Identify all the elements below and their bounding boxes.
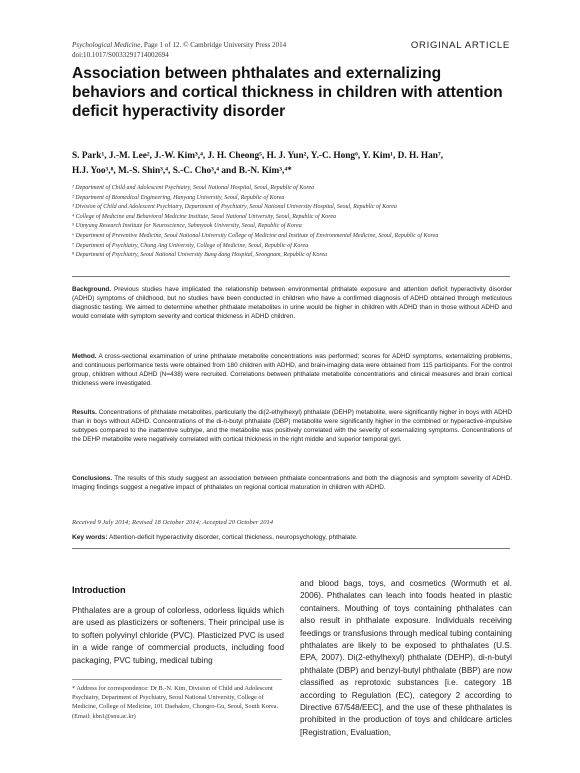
- author-list: [72, 149, 512, 179]
- article-type-label: ORIGINAL ARTICLE: [410, 40, 510, 51]
- keywords-label: Key words:: [72, 534, 108, 541]
- abstract-method: [72, 352, 512, 388]
- footnote-email: (Email: kbn1@snu.ac.kr): [72, 713, 136, 721]
- body-text: Phthalates are a group of colorless, odorless liquids which are used as plasticizers or softeners. Their principal use is to soften polyvinyl chloride (PVC). Plasticized PVC is used in a wide range of commercial products, including food packaging, PVC tubing, medical tubing: [72, 606, 284, 665]
- affiliation: ⁵ Uimyung Research Institute for Neuroscience, Sahmyook University, Seoul, Republic of Korea: [72, 223, 302, 230]
- divider: [72, 548, 510, 549]
- section-label: Conclusions.: [72, 475, 113, 482]
- received-dates: Received 9 July 2014; Revised 18 October 2014; Accepted 20 October 2014: [72, 519, 274, 526]
- affiliation: ⁴ College of Medicine and Behavioral Medicine Institute, Seoul National University, Seoul, Republic of Korea: [72, 213, 336, 220]
- divider: [72, 276, 510, 277]
- section-label: Background.: [72, 286, 112, 293]
- journal-name: Psychological Medicine: [72, 41, 141, 49]
- journal-header: [72, 41, 286, 60]
- affiliation: ⁷ Department of Psychiatry, Chung Ang University, College of Medicine, Seoul, Republic of Korea: [72, 242, 309, 249]
- section-heading: Introduction: [72, 585, 126, 595]
- footnote-text: * Address for correspondence: Dr B.-N. Kim, Division of Child and Adolescent Psychiatry, Department of Psychiatry, Seoul National University, College of Medicine, College of Medicine, 101 Daehakro, Chongro-Gu, Seoul, South Korea.: [72, 685, 279, 710]
- keywords: [72, 534, 358, 541]
- affiliation: ² Department of Biomedical Engineering, Hanyang University, Seoul, Republic of Korea: [72, 194, 285, 201]
- author-line: S. Park¹, J.-M. Lee², J.-W. Kim³,⁴, J. H. Cheong⁵, H. J. Yun², Y.-C. Hong⁶, Y. Kim¹, D. H. Han⁷,: [72, 151, 444, 161]
- section-text: The results of this study suggest an association between phthalate concentrations and both the diagnosis and symptom severity of ADHD. Imaging findings suggest a negative impact of phthalates on regional cortical maturation in children with ADHD.: [72, 475, 512, 492]
- section-label: Results.: [72, 409, 97, 416]
- body-text: and blood bags, toys, and cosmetics (Wormuth et al. 2006). Phthalates can leach into foods heated in plastic containers. Mouthing of toys containing phthalates can also result in phthalate exposure. Individuals receiving feedings or transfusions through medical tubing containing phthalates are likely to be exposed to phthalates (U.S. EPA, 2007). Di(2-ethylhexyl) phthalate (DEHP), di-n-butyl phthalate (DBP) and benzyl-butyl phthalate (BBP) are now classified as reprotoxic substances [i.e. category 1B according to Regulation (EC), category 2 according to Directive 67/548/EEC], and the use of these phthalates is prohibited in the production of toys and childcare articles [Registration, Evaluation,: [300, 579, 512, 737]
- abstract-results: [72, 408, 512, 444]
- affiliations: [72, 184, 514, 261]
- section-text: Concentrations of phthalate metabolites, particularly the di(2-ethylhexyl) phthalate (DEHP) metabolite, were significantly higher in boys with ADHD than in boys without ADHD. Concentrations of the di-n-butyl phthalate (DBP) metabolite were significantly higher in the combined or hyperactive-impulsive subtypes compared to the inattentive subtype, and the metabolite was positively correlated with the severity of externalizing symptoms. Concentrations of the DEHP metabolite were negatively correlated with cortical thickness in the right middle and superior temporal gyri.: [72, 409, 512, 444]
- section-label: Method.: [72, 353, 97, 360]
- section-text: A cross-sectional examination of urine phthalate metabolite concentrations was performed; scores for ADHD symptoms, externalizing problems, and continuous performance tests were obtained from 180 children with ADHD, and brain-imaging data were obtained from 115 participants. For the control group, children without ADHD (N=438) were recruited. Correlations between phthalate metabolite concentrations and clinical measures and brain cortical thickness were investigated.: [72, 353, 512, 388]
- author-line: H.J. Yoo³,⁸, M.-S. Shin³,⁴, S.-C. Cho³,⁴ and B.-N. Kim³,⁴*: [72, 166, 292, 176]
- right-column: [300, 578, 512, 739]
- footnote-divider: [72, 679, 282, 680]
- page-info: , Page 1 of 12. © Cambridge University Press 2014: [140, 41, 287, 49]
- section-text: Previous studies have implicated the relationship between environmental phthalate exposure and attention deficit hyperactivity disorder (ADHD) symptoms of childhood, but no studies have been conducted in children who have a confirmed diagnosis of ADHD obtained through meticulous diagnostic testing. We aimed to determine whether phthalate metabolites in urine would be higher in children with ADHD than in those without ADHD and would correlate with symptom severity and cortical thickness in ADHD children.: [72, 286, 512, 321]
- abstract-conclusions: [72, 474, 512, 492]
- keywords-text: Attention-deficit hyperactivity disorder, cortical thickness, neuropsychology, phthalate.: [107, 534, 358, 541]
- abstract-background: [72, 285, 512, 321]
- correspondence-footnote: [72, 685, 284, 722]
- affiliation: ⁶ Department of Preventive Medicine, Seoul National University College of Medicine and Institute of Environmental Medicine, Seoul, Republic of Korea: [72, 232, 439, 239]
- doi: doi:10.1017/S0033291714002694: [72, 50, 169, 59]
- affiliation: ¹ Department of Child and Adolescent Psychiatry, Seoul National Hospital, Seoul, Republic of Korea: [72, 185, 315, 191]
- left-column: [72, 585, 284, 667]
- affiliation: ³ Division of Child and Adolescent Psychiatry, Department of Psychiatry, Seoul National University Hospital, Seoul, Republic of Korea: [72, 204, 397, 211]
- paper-title: Association between phthalates and externalizing behaviors and cortical thickness in children with attention deficit hyperactivity disorder: [72, 65, 503, 120]
- affiliation: ⁸ Department of Psychiatry, Seoul National University Bung dang Hospital, Seongnam, Republic of Korea: [72, 252, 328, 259]
